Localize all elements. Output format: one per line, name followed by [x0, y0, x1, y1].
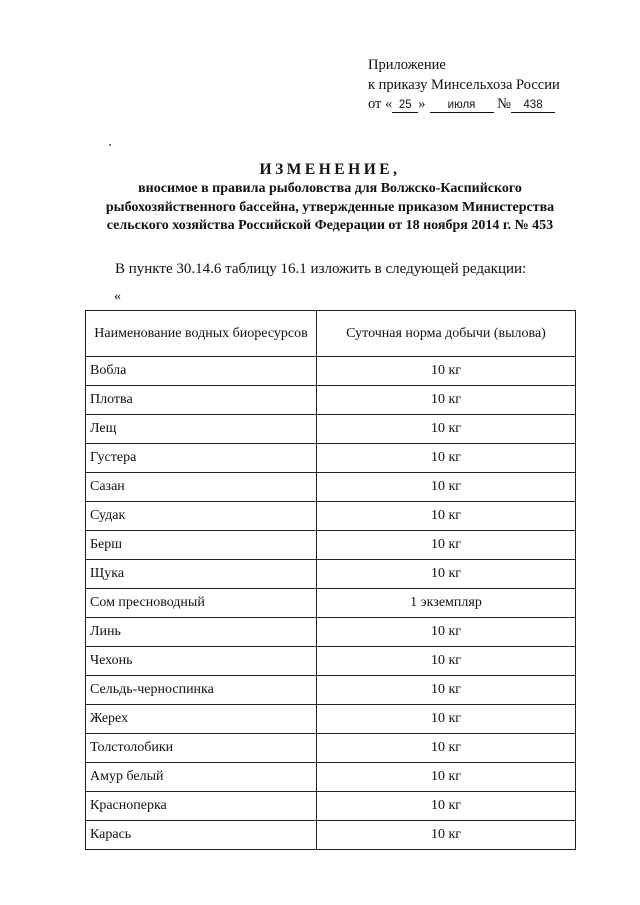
species-name: Лещ	[86, 415, 317, 444]
appendix-title: Приложение	[368, 57, 446, 73]
daily-norm: 1 экземпляр	[317, 589, 576, 618]
table-row	[86, 444, 576, 473]
date-prefix: от «	[368, 96, 393, 112]
table-row	[86, 386, 576, 415]
document-title: ИЗМЕНЕНИЕ,	[259, 161, 401, 178]
table-header-row	[86, 311, 576, 357]
daily-norm: 10 кг	[317, 357, 576, 386]
header-species: Наименование водных биоресурсов	[86, 311, 317, 357]
species-name: Линь	[86, 618, 317, 647]
species-name: Судак	[86, 502, 317, 531]
species-name: Амур белый	[86, 763, 317, 792]
daily-norm: 10 кг	[317, 531, 576, 560]
species-name: Чехонь	[86, 647, 317, 676]
title-subline-3: сельского хозяйства Российской Федерации от 18 ноября 2014 г. № 453	[106, 218, 554, 233]
table-row	[86, 647, 576, 676]
number-label: №	[497, 96, 511, 112]
species-name: Толстолобики	[86, 734, 317, 763]
daily-norm: 10 кг	[317, 647, 576, 676]
table-body	[86, 357, 576, 850]
title-subline-1: вносимое в правила рыболовства для Волжско-Каспийского	[138, 181, 522, 196]
header-daily-norm: Суточная норма добычи (вылова)	[317, 311, 576, 357]
date-close-quote: »	[418, 96, 426, 112]
table-row	[86, 705, 576, 734]
species-name: Жерех	[86, 705, 317, 734]
daily-norm: 10 кг	[317, 444, 576, 473]
species-name: Красноперка	[86, 792, 317, 821]
table-row	[86, 473, 576, 502]
table-row	[86, 357, 576, 386]
table-row	[86, 792, 576, 821]
species-name: Плотва	[86, 386, 317, 415]
daily-norm: 10 кг	[317, 676, 576, 705]
open-quote: «	[114, 289, 121, 304]
daily-norm: 10 кг	[317, 415, 576, 444]
instruction-text: В пункте 30.14.6 таблицу 16.1 изложить в следующей редакции:	[115, 261, 527, 277]
daily-norm: 10 кг	[317, 473, 576, 502]
daily-norm: 10 кг	[317, 386, 576, 415]
daily-norm: 10 кг	[317, 734, 576, 763]
species-name: Щука	[86, 560, 317, 589]
table-row	[86, 734, 576, 763]
species-name: Сом пресноводный	[86, 589, 317, 618]
table-row	[86, 618, 576, 647]
table-row	[86, 560, 576, 589]
title-subline-2: рыбохозяйственного бассейна, утвержденные приказом Министерства	[105, 199, 555, 215]
daily-norm: 10 кг	[317, 560, 576, 589]
appendix-block	[368, 56, 560, 115]
species-name: Сельдь-черноспинка	[86, 676, 317, 705]
table-row	[86, 589, 576, 618]
catch-norms-table	[85, 310, 576, 850]
table-row	[86, 821, 576, 850]
appendix-order-ref: к приказу Минсельхоза России	[368, 76, 560, 93]
table-row	[86, 676, 576, 705]
table-row	[86, 763, 576, 792]
table-row	[86, 415, 576, 444]
daily-norm: 10 кг	[317, 705, 576, 734]
daily-norm: 10 кг	[317, 618, 576, 647]
appendix-date-line	[368, 95, 560, 115]
daily-norm: 10 кг	[317, 792, 576, 821]
title-block	[60, 160, 600, 236]
daily-norm: 10 кг	[317, 763, 576, 792]
species-name: Берш	[86, 531, 317, 560]
species-name: Сазан	[86, 473, 317, 502]
date-day: 25	[392, 98, 418, 113]
order-number: 438	[511, 98, 555, 113]
species-name: Карась	[86, 821, 317, 850]
table-row	[86, 502, 576, 531]
species-name: Вобла	[86, 357, 317, 386]
date-month: июля	[430, 98, 494, 113]
daily-norm: 10 кг	[317, 821, 576, 850]
daily-norm: 10 кг	[317, 502, 576, 531]
species-name: Густера	[86, 444, 317, 473]
table-row	[86, 531, 576, 560]
scan-speck	[109, 144, 111, 146]
